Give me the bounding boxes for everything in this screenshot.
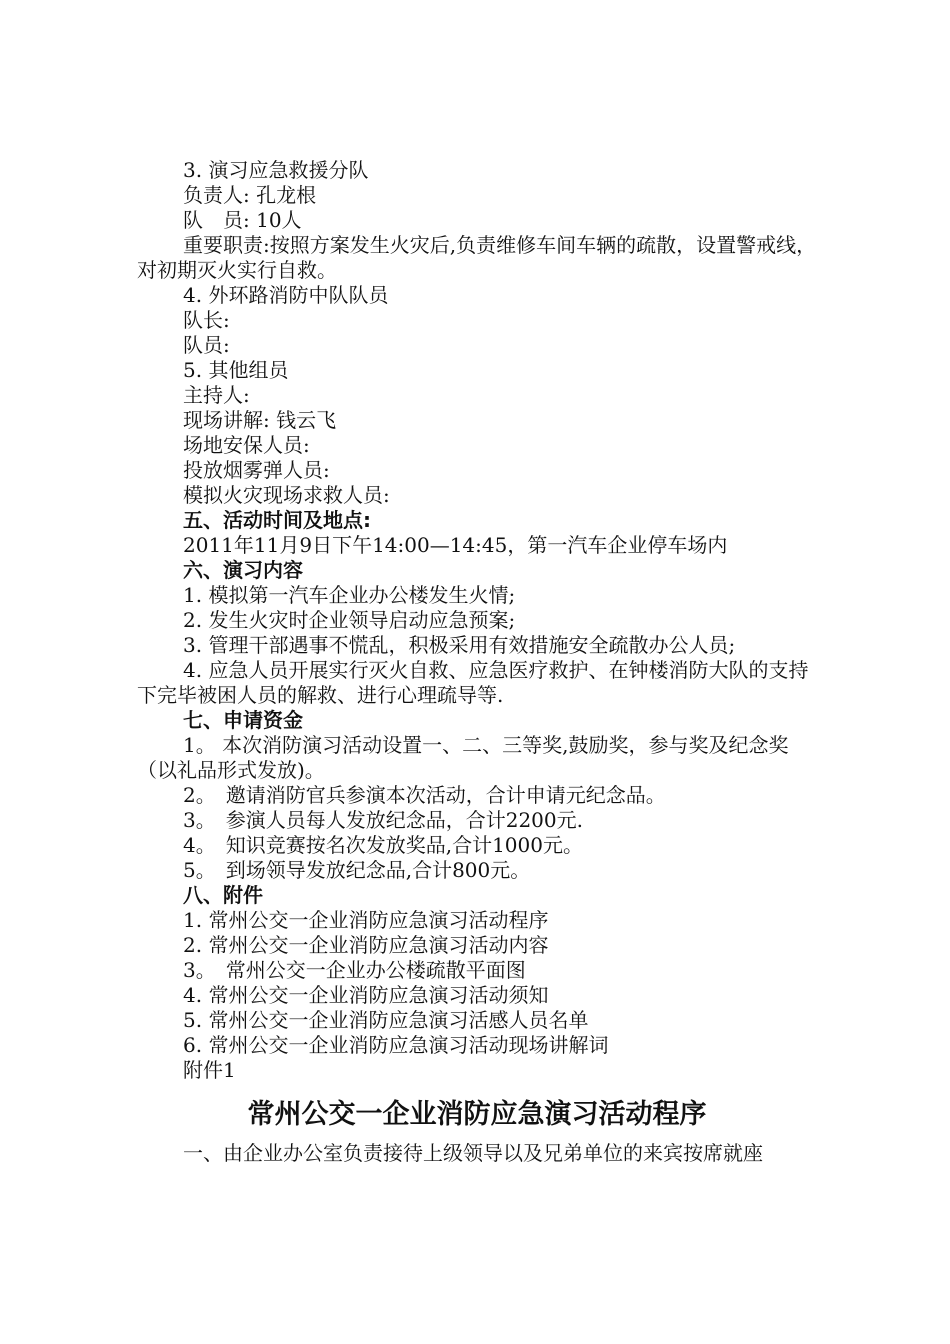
team3-title: 3. 演习应急救援分队 bbox=[183, 158, 369, 182]
section7-item: 5。 到场领导发放纪念品,合计800元。 bbox=[183, 858, 531, 882]
team5-title: 5. 其他组员 bbox=[183, 358, 289, 382]
attachment-item: 3。 常州公交一企业办公楼疏散平面图 bbox=[183, 958, 526, 982]
section5-heading: 五、活动时间及地点: bbox=[183, 508, 371, 532]
section8-heading: 八、附件 bbox=[183, 883, 263, 907]
attachment-item: 4. 常州公交一企业消防应急演习活动须知 bbox=[183, 983, 549, 1007]
team5-rescue: 模拟火灾现场求救人员: bbox=[183, 483, 390, 507]
section7-item: 1。 本次消防演习活动设置一、二、三等奖,鼓励奖，参与奖及纪念奖（以礼品形式发放)。 bbox=[137, 733, 789, 782]
attachment-item: 5. 常州公交一企业消防应急演习活感人员名单 bbox=[183, 1008, 589, 1032]
appendix-paragraph: 一、由企业办公室负责接待上级领导以及兄弟单位的来宾按席就座 bbox=[183, 1141, 763, 1165]
team5-smoke: 投放烟雾弹人员: bbox=[183, 458, 330, 482]
team3-leader: 负责人: 孔龙根 bbox=[183, 183, 317, 207]
team4-title: 4. 外环路消防中队队员 bbox=[183, 283, 389, 307]
section6-item: 3. 管理干部遇事不慌乱，积极采用有效措施安全疏散办公人员; bbox=[183, 633, 736, 657]
section6-heading: 六、演习内容 bbox=[183, 558, 303, 582]
team4-members: 队员: bbox=[183, 333, 230, 357]
team4-captain: 队长: bbox=[183, 308, 230, 332]
attachment-item: 6. 常州公交一企业消防应急演习活动现场讲解词 bbox=[183, 1033, 609, 1057]
section6-item: 2. 发生火灾时企业领导启动应急预案; bbox=[183, 608, 516, 632]
section6-item: 1. 模拟第一汽车企业办公楼发生火情; bbox=[183, 583, 516, 607]
section7-item: 3。 参演人员每人发放纪念品，合计2200元. bbox=[183, 808, 583, 832]
section7-item: 4。 知识竞赛按名次发放奖品,合计1000元。 bbox=[183, 833, 583, 857]
attachment-item: 2. 常州公交一企业消防应急演习活动内容 bbox=[183, 933, 549, 957]
team5-security: 场地安保人员: bbox=[183, 433, 310, 457]
appendix-title: 常州公交一企业消防应急演习活动程序 bbox=[247, 1099, 707, 1130]
section7-item: 2。 邀请消防官兵参演本次活动，合计申请元纪念品。 bbox=[183, 783, 666, 807]
team3-members: 队 员: 10人 bbox=[183, 208, 302, 232]
team5-host: 主持人: bbox=[183, 383, 250, 407]
attachment-item: 1. 常州公交一企业消防应急演习活动程序 bbox=[183, 908, 549, 932]
team5-explainer: 现场讲解: 钱云飞 bbox=[183, 408, 337, 432]
document-body bbox=[137, 158, 817, 1166]
section7-heading: 七、申请资金 bbox=[183, 708, 303, 732]
section5-text: 2011年11月9日下午14:00—14:45，第一汽车企业停车场内 bbox=[183, 533, 728, 557]
section6-item: 4. 应急人员开展实行灭火自救、应急医疗救护、在钟楼消防大队的支持下完毕被困人员的解救、进行心理疏导等. bbox=[137, 658, 809, 707]
team3-duty: 重要职责:按照方案发生火灾后,负责维修车间车辆的疏散，设置警戒线，对初期灭火实行自救。 bbox=[137, 233, 817, 282]
appendix-label: 附件1 bbox=[183, 1058, 236, 1082]
